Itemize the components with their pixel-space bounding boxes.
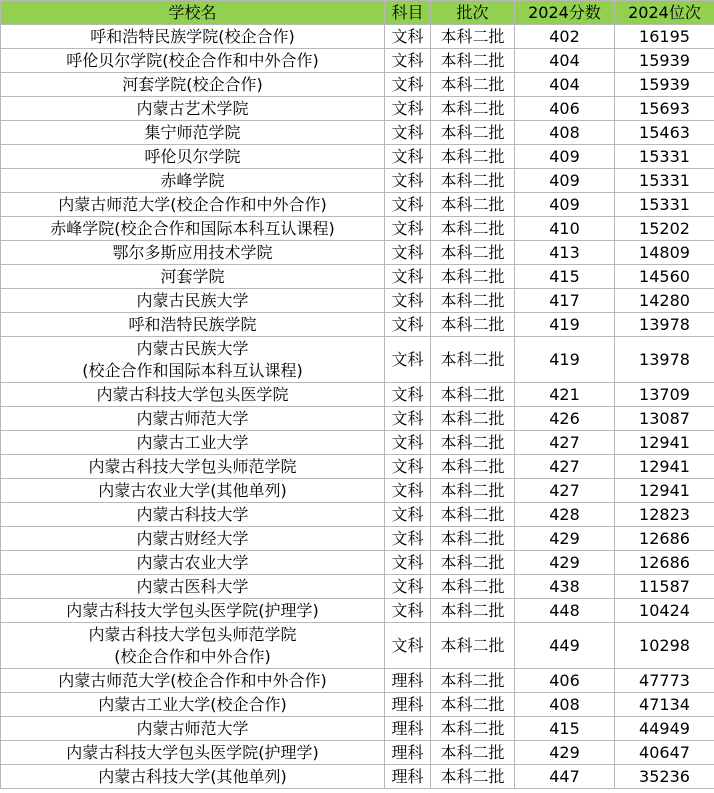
school-name-line: 内蒙古农业大学	[136, 552, 249, 572]
header-subject: 科目	[385, 1, 431, 25]
school-name-line: 内蒙古科技大学	[136, 504, 249, 524]
table-body	[1, 25, 714, 789]
batch-cell: 本科二批	[431, 479, 515, 503]
school-name-line: 内蒙古工业大学(校企合作)	[98, 694, 287, 714]
school-name-line: (校企合作和中外合作)	[114, 646, 271, 666]
table-row	[1, 669, 714, 693]
school-name-line: 内蒙古艺术学院	[136, 98, 249, 118]
subject-cell: 文科	[385, 241, 431, 265]
score-cell: 409	[515, 169, 615, 193]
school-name-cell	[1, 169, 385, 193]
table-row	[1, 313, 714, 337]
score-cell: 413	[515, 241, 615, 265]
subject-cell: 文科	[385, 455, 431, 479]
score-cell: 421	[515, 383, 615, 407]
rank-cell: 10424	[615, 599, 714, 623]
subject-cell: 文科	[385, 289, 431, 313]
rank-cell: 13087	[615, 407, 714, 431]
table-row	[1, 145, 714, 169]
school-name-line: 内蒙古师范大学	[136, 718, 249, 738]
batch-cell: 本科二批	[431, 25, 515, 49]
header-school-name: 学校名	[1, 1, 385, 25]
table-row	[1, 407, 714, 431]
batch-cell: 本科二批	[431, 217, 515, 241]
school-name-line: 内蒙古科技大学包头医学院	[96, 384, 289, 404]
table-row	[1, 431, 714, 455]
batch-cell: 本科二批	[431, 503, 515, 527]
batch-cell: 本科二批	[431, 741, 515, 765]
rank-cell: 47773	[615, 669, 714, 693]
school-name-cell	[1, 313, 385, 337]
subject-cell: 文科	[385, 121, 431, 145]
school-name-line: (校企合作和国际本科互认课程)	[82, 360, 303, 380]
subject-cell: 理科	[385, 693, 431, 717]
table-row	[1, 25, 714, 49]
subject-cell: 文科	[385, 551, 431, 575]
score-cell: 406	[515, 669, 615, 693]
school-name-line: 内蒙古财经大学	[136, 528, 249, 548]
school-name-cell	[1, 97, 385, 121]
school-name-line: 内蒙古工业大学	[136, 432, 249, 452]
school-name-cell	[1, 49, 385, 73]
table-row	[1, 217, 714, 241]
school-name-cell	[1, 765, 385, 789]
school-name-line: 呼和浩特民族学院(校企合作)	[90, 26, 295, 46]
school-name-line: 内蒙古农业大学(其他单列)	[98, 480, 287, 500]
school-name-cell	[1, 265, 385, 289]
score-cell: 448	[515, 599, 615, 623]
subject-cell: 文科	[385, 217, 431, 241]
school-name-cell	[1, 431, 385, 455]
score-cell: 417	[515, 289, 615, 313]
table-header	[1, 1, 714, 25]
school-name-cell	[1, 193, 385, 217]
school-name-cell	[1, 383, 385, 407]
subject-cell: 文科	[385, 25, 431, 49]
school-name-cell	[1, 25, 385, 49]
score-cell: 409	[515, 145, 615, 169]
batch-cell: 本科二批	[431, 313, 515, 337]
score-cell: 427	[515, 431, 615, 455]
subject-cell: 文科	[385, 145, 431, 169]
school-name-cell	[1, 575, 385, 599]
batch-cell: 本科二批	[431, 765, 515, 789]
rank-cell: 12686	[615, 527, 714, 551]
school-name-line: 呼伦贝尔学院(校企合作和中外合作)	[66, 50, 319, 70]
rank-cell: 15331	[615, 145, 714, 169]
rank-cell: 15202	[615, 217, 714, 241]
school-name-line: 呼和浩特民族学院	[128, 314, 257, 334]
table-row	[1, 693, 714, 717]
subject-cell: 理科	[385, 669, 431, 693]
school-name-line: 内蒙古科技大学包头医学院(护理学)	[66, 742, 319, 762]
subject-cell: 文科	[385, 313, 431, 337]
batch-cell: 本科二批	[431, 431, 515, 455]
batch-cell: 本科二批	[431, 121, 515, 145]
header-rank-2024: 2024位次	[615, 1, 714, 25]
batch-cell: 本科二批	[431, 551, 515, 575]
school-name-cell	[1, 121, 385, 145]
subject-cell: 文科	[385, 479, 431, 503]
table-row	[1, 455, 714, 479]
rank-cell: 12941	[615, 479, 714, 503]
school-name-line: 鄂尔多斯应用技术学院	[112, 242, 273, 262]
table-row	[1, 599, 714, 623]
rank-cell: 12686	[615, 551, 714, 575]
rank-cell: 14560	[615, 265, 714, 289]
batch-cell: 本科二批	[431, 383, 515, 407]
school-name-line: 内蒙古师范大学(校企合作和中外合作)	[58, 670, 327, 690]
subject-cell: 理科	[385, 717, 431, 741]
batch-cell: 本科二批	[431, 97, 515, 121]
table-row	[1, 97, 714, 121]
score-cell: 404	[515, 49, 615, 73]
score-cell: 428	[515, 503, 615, 527]
school-name-cell	[1, 717, 385, 741]
rank-cell: 14809	[615, 241, 714, 265]
rank-cell: 12941	[615, 455, 714, 479]
score-cell: 402	[515, 25, 615, 49]
batch-cell: 本科二批	[431, 289, 515, 313]
school-name-cell	[1, 217, 385, 241]
subject-cell: 文科	[385, 527, 431, 551]
subject-cell: 文科	[385, 193, 431, 217]
batch-cell: 本科二批	[431, 407, 515, 431]
table-row	[1, 527, 714, 551]
school-name-line: 内蒙古医科大学	[136, 576, 249, 596]
table-row	[1, 575, 714, 599]
school-name-cell	[1, 479, 385, 503]
batch-cell: 本科二批	[431, 599, 515, 623]
school-name-line: 赤峰学院	[160, 170, 225, 190]
rank-cell: 44949	[615, 717, 714, 741]
school-name-line: 内蒙古科技大学(其他单列)	[98, 766, 287, 786]
subject-cell: 文科	[385, 431, 431, 455]
score-cell: 406	[515, 97, 615, 121]
rank-cell: 13978	[615, 313, 714, 337]
table-row	[1, 717, 714, 741]
score-cell: 427	[515, 455, 615, 479]
batch-cell: 本科二批	[431, 241, 515, 265]
rank-cell: 16195	[615, 25, 714, 49]
school-name-cell	[1, 623, 385, 669]
table-row	[1, 193, 714, 217]
rank-cell: 13978	[615, 337, 714, 383]
rank-cell: 12823	[615, 503, 714, 527]
table-row	[1, 503, 714, 527]
rank-cell: 15331	[615, 169, 714, 193]
rank-cell: 15939	[615, 73, 714, 97]
batch-cell: 本科二批	[431, 669, 515, 693]
school-name-cell	[1, 599, 385, 623]
school-name-cell	[1, 527, 385, 551]
school-name-cell	[1, 145, 385, 169]
subject-cell: 理科	[385, 741, 431, 765]
rank-cell: 40647	[615, 741, 714, 765]
subject-cell: 文科	[385, 599, 431, 623]
subject-cell: 文科	[385, 575, 431, 599]
school-name-line: 河套学院(校企合作)	[122, 74, 263, 94]
table-row	[1, 121, 714, 145]
score-cell: 449	[515, 623, 615, 669]
school-name-line: 内蒙古科技大学包头师范学院	[88, 456, 297, 476]
school-name-cell	[1, 337, 385, 383]
school-name-line: 内蒙古科技大学包头师范学院	[88, 624, 297, 644]
header-score-2024: 2024分数	[515, 1, 615, 25]
score-cell: 404	[515, 73, 615, 97]
table-row	[1, 741, 714, 765]
rank-cell: 13709	[615, 383, 714, 407]
score-cell: 419	[515, 313, 615, 337]
school-name-line: 赤峰学院(校企合作和国际本科互认课程)	[50, 218, 335, 238]
score-cell: 427	[515, 479, 615, 503]
school-name-cell	[1, 289, 385, 313]
score-cell: 438	[515, 575, 615, 599]
table-row	[1, 49, 714, 73]
rank-cell: 15331	[615, 193, 714, 217]
batch-cell: 本科二批	[431, 193, 515, 217]
school-name-cell	[1, 669, 385, 693]
batch-cell: 本科二批	[431, 693, 515, 717]
score-cell: 429	[515, 527, 615, 551]
batch-cell: 本科二批	[431, 455, 515, 479]
subject-cell: 文科	[385, 265, 431, 289]
rank-cell: 15693	[615, 97, 714, 121]
school-name-line: 内蒙古师范大学	[136, 408, 249, 428]
table-row	[1, 479, 714, 503]
score-cell: 415	[515, 717, 615, 741]
school-name-cell	[1, 241, 385, 265]
subject-cell: 文科	[385, 169, 431, 193]
header-batch: 批次	[431, 1, 515, 25]
subject-cell: 文科	[385, 49, 431, 73]
table-row	[1, 265, 714, 289]
rank-cell: 35236	[615, 765, 714, 789]
school-name-line: 内蒙古师范大学(校企合作和中外合作)	[58, 194, 327, 214]
score-cell: 419	[515, 337, 615, 383]
subject-cell: 文科	[385, 337, 431, 383]
subject-cell: 文科	[385, 623, 431, 669]
batch-cell: 本科二批	[431, 337, 515, 383]
rank-cell: 10298	[615, 623, 714, 669]
table-row	[1, 337, 714, 383]
school-name-cell	[1, 73, 385, 97]
school-name-cell	[1, 551, 385, 575]
table-row	[1, 765, 714, 789]
table-row	[1, 289, 714, 313]
school-name-cell	[1, 693, 385, 717]
rank-cell: 14280	[615, 289, 714, 313]
subject-cell: 文科	[385, 97, 431, 121]
rank-cell: 15463	[615, 121, 714, 145]
rank-cell: 11587	[615, 575, 714, 599]
school-name-line: 集宁师范学院	[144, 122, 241, 142]
score-cell: 426	[515, 407, 615, 431]
school-name-cell	[1, 407, 385, 431]
subject-cell: 文科	[385, 73, 431, 97]
score-cell: 429	[515, 741, 615, 765]
rank-cell: 15939	[615, 49, 714, 73]
batch-cell: 本科二批	[431, 575, 515, 599]
subject-cell: 文科	[385, 503, 431, 527]
header-row	[1, 1, 714, 25]
batch-cell: 本科二批	[431, 623, 515, 669]
school-name-cell	[1, 455, 385, 479]
subject-cell: 文科	[385, 383, 431, 407]
batch-cell: 本科二批	[431, 73, 515, 97]
batch-cell: 本科二批	[431, 145, 515, 169]
rank-cell: 12941	[615, 431, 714, 455]
table-row	[1, 623, 714, 669]
school-name-line: 内蒙古民族大学	[136, 290, 249, 310]
batch-cell: 本科二批	[431, 527, 515, 551]
score-cell: 409	[515, 193, 615, 217]
table-row	[1, 551, 714, 575]
school-name-line: 内蒙古科技大学包头医学院(护理学)	[66, 600, 319, 620]
batch-cell: 本科二批	[431, 265, 515, 289]
table-row	[1, 383, 714, 407]
subject-cell: 理科	[385, 765, 431, 789]
table-row	[1, 241, 714, 265]
table-row	[1, 73, 714, 97]
score-cell: 415	[515, 265, 615, 289]
rank-cell: 47134	[615, 693, 714, 717]
batch-cell: 本科二批	[431, 49, 515, 73]
school-name-cell	[1, 741, 385, 765]
score-cell: 408	[515, 121, 615, 145]
score-cell: 429	[515, 551, 615, 575]
score-cell: 410	[515, 217, 615, 241]
batch-cell: 本科二批	[431, 169, 515, 193]
school-name-cell	[1, 503, 385, 527]
school-name-line: 内蒙古民族大学	[136, 338, 249, 358]
subject-cell: 文科	[385, 407, 431, 431]
batch-cell: 本科二批	[431, 717, 515, 741]
score-cell: 447	[515, 765, 615, 789]
school-name-line: 呼伦贝尔学院	[144, 146, 241, 166]
school-name-line: 河套学院	[160, 266, 225, 286]
table-row	[1, 169, 714, 193]
score-cell: 408	[515, 693, 615, 717]
